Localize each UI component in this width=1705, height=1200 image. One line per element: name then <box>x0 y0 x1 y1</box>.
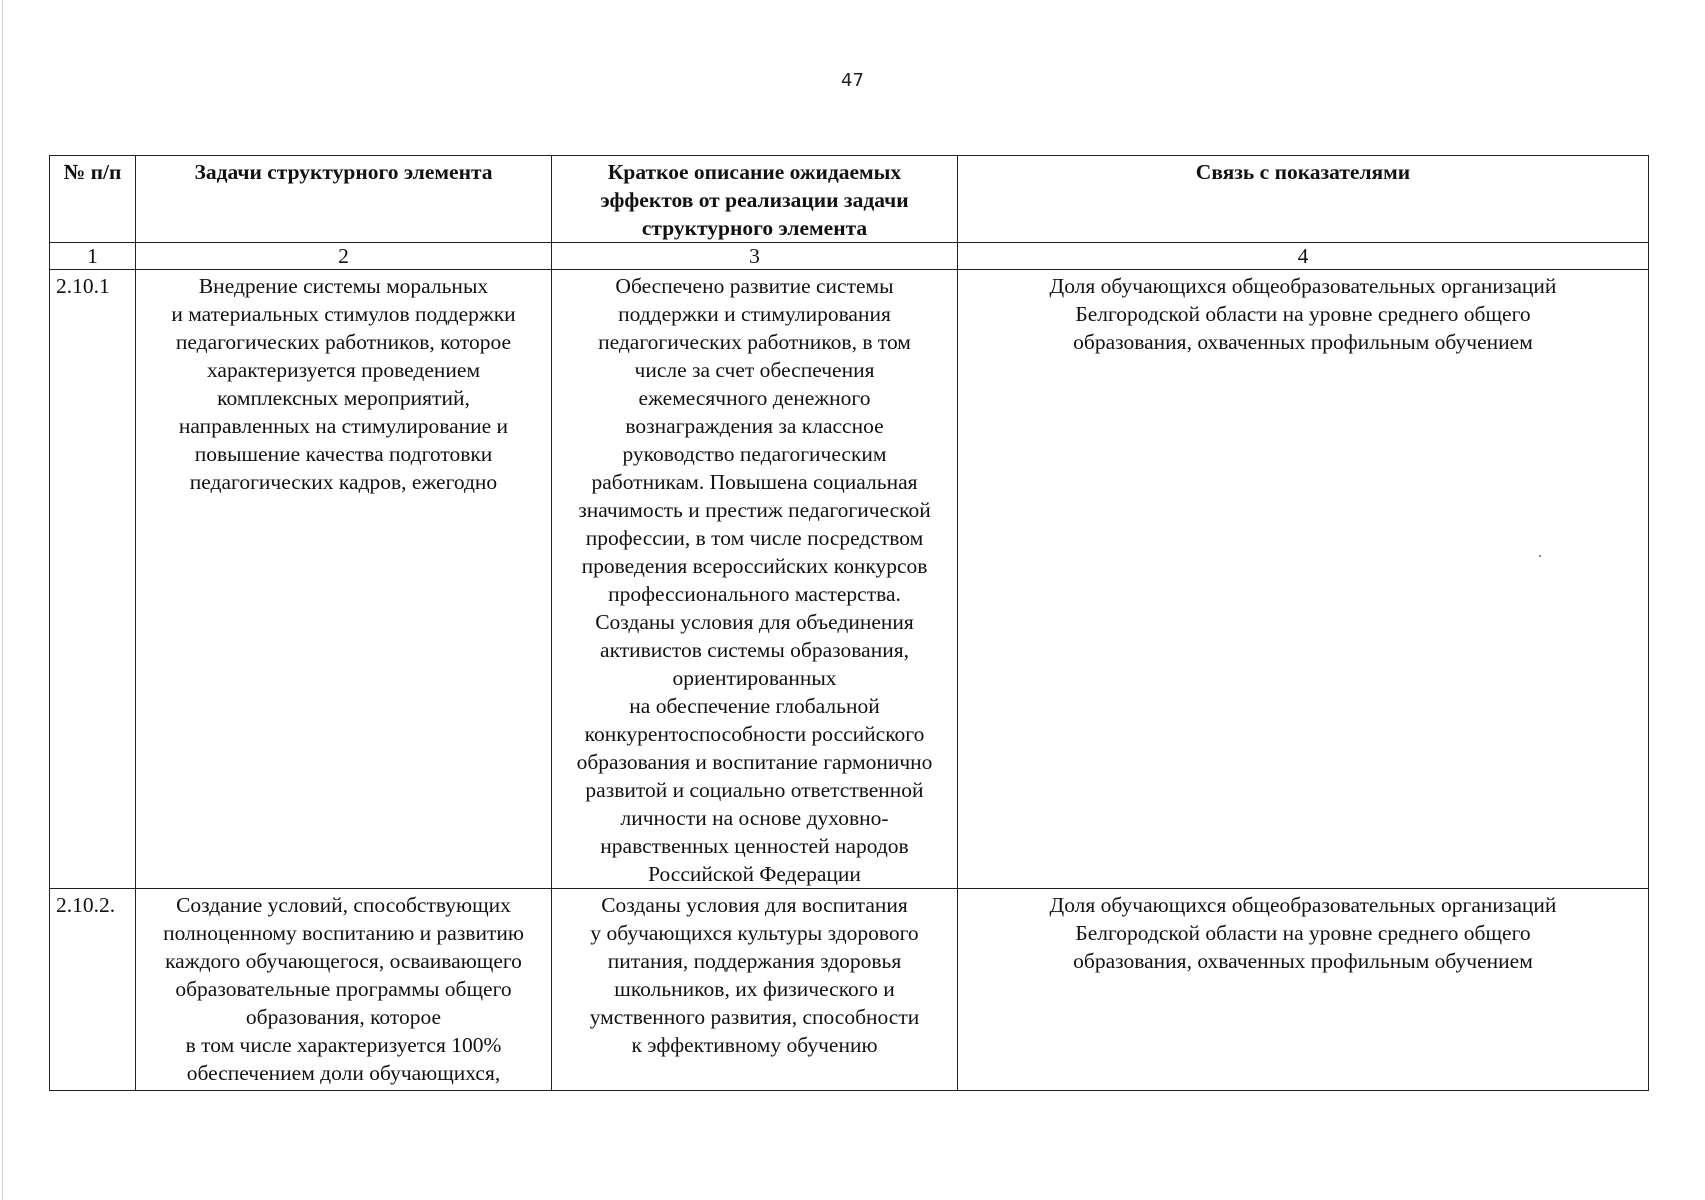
column-number-2: 2 <box>136 243 552 270</box>
task-cell <box>136 889 552 1091</box>
column-number-3: 3 <box>552 243 958 270</box>
header-tasks: Задачи структурного элемента <box>136 156 552 243</box>
text-line: эффектов от реализации задачи <box>600 188 909 212</box>
text-line: проведения всероссийских конкурсов <box>581 554 928 578</box>
task-cell <box>136 270 552 889</box>
text-line: структурного элемента <box>641 216 868 240</box>
text-line: Белгородской области на уровне среднего общего <box>1075 921 1531 945</box>
text-line: Доля обучающихся общеобразовательных организаций <box>1049 893 1557 917</box>
table-row <box>50 889 1649 1091</box>
text-line: направленных на стимулирование и <box>178 414 509 438</box>
text-line: работникам. Повышена социальная <box>591 470 918 494</box>
text-line: Созданы условия для объединения <box>595 610 914 634</box>
text-line: у обучающихся культуры здорового <box>590 921 919 945</box>
column-number-1: 1 <box>50 243 136 270</box>
text-line: и материальных стимулов поддержки <box>171 302 516 326</box>
text-line: каждого обучающегося, осваивающего <box>165 949 522 973</box>
text-line: Краткое описание ожидаемых <box>607 160 902 184</box>
text-line: руководство педагогическим <box>622 442 887 466</box>
text-line: педагогических работников, в том <box>598 330 911 354</box>
table-row <box>50 270 1649 889</box>
text-line: развитой и социально ответственной <box>585 778 924 802</box>
row-number: 2.10.2. <box>50 889 136 1091</box>
header-row <box>50 156 1649 243</box>
row-number: 2.10.1 <box>50 270 136 889</box>
indicators-cell <box>958 889 1649 1091</box>
text-line: Созданы условия для воспитания <box>601 893 908 917</box>
effects-cell <box>552 270 958 889</box>
text-line: педагогических работников, которое <box>175 330 512 354</box>
text-line: полноценному воспитанию и развитию <box>163 921 524 945</box>
text-line: образовательные программы общего <box>175 977 512 1001</box>
text-line: профессии, в том числе посредством <box>585 526 924 550</box>
text-line: педагогических кадров, ежегодно <box>189 470 498 494</box>
column-number-4: 4 <box>958 243 1649 270</box>
text-line: школьников, их физического и <box>614 977 895 1001</box>
text-line: Внедрение системы моральных <box>198 274 489 298</box>
text-line: образования, охваченных профильным обучением <box>1073 949 1533 973</box>
text-line: Обеспечено развитие системы <box>615 274 894 298</box>
text-line: на обеспечение глобальной <box>629 694 880 718</box>
text-line: Белгородской области на уровне среднего общего <box>1075 302 1531 326</box>
text-line: ежемесячного денежного <box>638 386 871 410</box>
text-line: питания, поддержания здоровья <box>607 949 902 973</box>
text-line: нравственных ценностей народов <box>600 834 909 858</box>
scan-edge-line <box>2 0 3 1200</box>
text-line: значимость и престиж педагогической <box>578 498 931 522</box>
text-line: профессионального мастерства. <box>608 582 901 606</box>
text-line: образования и воспитание гармонично <box>576 750 933 774</box>
text-line: активистов системы образования, <box>600 638 909 662</box>
text-line: Доля обучающихся общеобразовательных организаций <box>1049 274 1557 298</box>
text-line: Создание условий, способствующих <box>176 893 511 917</box>
text-line: вознаграждения за классное <box>625 414 884 438</box>
tasks-table <box>49 155 1649 1091</box>
effects-cell <box>552 889 958 1091</box>
text-line: комплексных мероприятий, <box>217 386 470 410</box>
text-line: умственного развития, способности <box>589 1005 920 1029</box>
text-line: повышение качества подготовки <box>194 442 493 466</box>
text-line: характеризуется проведением <box>206 358 481 382</box>
text-line: образования, которое <box>245 1005 442 1029</box>
text-line: поддержки и стимулирования <box>618 302 891 326</box>
header-effects <box>552 156 958 243</box>
text-line: личности на основе духовно- <box>620 806 889 830</box>
page-number: 47 <box>841 70 864 91</box>
text-line: обеспечением доли обучающихся, <box>186 1061 501 1085</box>
text-line: ориентированных <box>672 666 837 690</box>
scan-speck <box>1539 555 1541 557</box>
header-number: № п/п <box>50 156 136 243</box>
header-indicators: Связь с показателями <box>958 156 1649 243</box>
text-line: образования, охваченных профильным обучением <box>1073 330 1533 354</box>
column-number-row <box>50 243 1649 270</box>
text-line: Российской Федерации <box>648 862 861 886</box>
tasks-table-container <box>49 155 1648 1091</box>
text-line: числе за счет обеспечения <box>634 358 875 382</box>
text-line: к эффективному обучению <box>631 1033 878 1057</box>
text-line: конкурентоспособности российского <box>584 722 925 746</box>
indicators-cell <box>958 270 1649 889</box>
text-line: в том числе характеризуется 100% <box>185 1033 502 1057</box>
